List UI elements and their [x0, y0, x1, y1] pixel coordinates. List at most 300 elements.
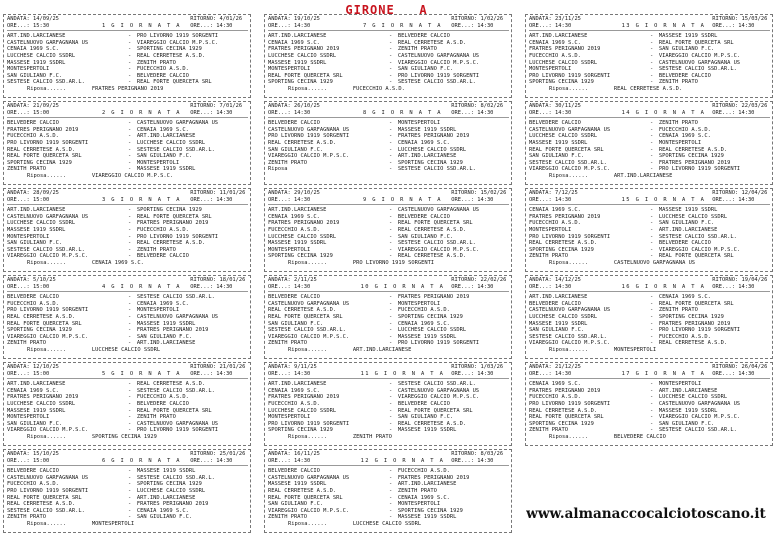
match-dash: -	[650, 333, 654, 340]
spacer	[354, 103, 452, 110]
match-dash: -	[128, 420, 132, 427]
match-dash: -	[650, 59, 654, 66]
match-dash: -	[389, 394, 393, 401]
home-team: ART.IND.LARCIANESE	[529, 33, 588, 40]
match-dash: -	[128, 79, 132, 86]
round-card	[264, 362, 512, 446]
away-team: REAL FORTE QUERCETA SRL	[658, 253, 734, 260]
spacer	[615, 190, 713, 197]
andata-label: ANDATA:	[268, 190, 291, 196]
match-dash: -	[128, 46, 132, 53]
away-team: FRATRES PERIGNANO 2019	[397, 294, 470, 301]
match-dash: -	[389, 501, 393, 508]
match-dash: -	[650, 139, 654, 146]
riposa-team: ZENITH PRATO	[352, 433, 392, 440]
home-team: Riposa	[268, 166, 288, 173]
away-team: VIAREGGIO CALCIO M.P.S.C.	[658, 52, 741, 59]
match-row	[7, 73, 248, 80]
giornata-label: G I O R N A T A	[635, 196, 706, 203]
ritorno-time	[712, 23, 770, 30]
ritorno-value: 1/02/26	[480, 16, 504, 22]
ore-andata-value: 15:00	[32, 109, 50, 116]
away-team: FUCECCHIO A.S.D.	[397, 468, 450, 475]
away-team: REAL FORTE QUERCETA SRL	[658, 300, 734, 307]
spacer	[354, 277, 452, 284]
away-team: MONTESPERTOLI	[136, 307, 180, 314]
andata-time	[529, 284, 615, 291]
round-number: 2	[101, 109, 107, 116]
riposa-gap	[588, 347, 614, 353]
match-dash: -	[128, 153, 132, 160]
away-team: MASSESE 1919 SSDRL	[136, 468, 196, 475]
match-row	[529, 307, 770, 314]
riposa-row	[529, 434, 770, 441]
match-row	[268, 468, 509, 475]
match-row	[268, 253, 509, 260]
riposa-row	[268, 86, 509, 93]
ore-label: ORE...:	[268, 22, 291, 29]
ore-andata-value: 14:30	[293, 283, 311, 290]
match-row	[7, 227, 248, 234]
home-team: REAL FORTE QUERCETA SRL	[7, 153, 82, 160]
ore-label: ORE...:	[529, 109, 552, 116]
riposa-row	[7, 521, 248, 528]
away-team: MONTESPERTOLI	[136, 159, 180, 166]
home-team: BELVEDERE CALCIO	[268, 468, 320, 475]
match-dash: -	[650, 159, 654, 166]
riposa-row	[268, 347, 509, 354]
away-team: CENAIA 1969 S.C.	[397, 320, 450, 327]
ritorno-value: 1/03/26	[480, 364, 504, 370]
match-row	[268, 160, 509, 167]
riposa-gap	[66, 434, 92, 440]
match-dash: -	[128, 120, 132, 127]
away-team: REAL CERRETESE A.S.D.	[397, 226, 467, 233]
andata-label: ANDATA:	[7, 103, 30, 109]
match-row	[268, 294, 509, 301]
match-dash: -	[389, 381, 393, 388]
ore-ritorno-value: 14:30	[738, 283, 755, 290]
match-dash: -	[650, 153, 654, 160]
match-dash: -	[389, 126, 393, 133]
andata-label: ANDATA:	[268, 451, 291, 457]
away-team: ART.IND.LARCIANESE	[136, 340, 196, 347]
home-team: MONTESPERTOLI	[7, 414, 50, 421]
match-row	[268, 73, 509, 80]
giornata-label: G I O R N A T A	[111, 370, 181, 377]
home-team: ART.IND.LARCIANESE	[268, 207, 327, 214]
home-team: FRATRES PERIGNANO 2019	[268, 394, 340, 401]
andata-time	[529, 110, 615, 117]
round-card	[3, 449, 251, 533]
away-team: FUCECCHIO A.S.D.	[397, 307, 450, 314]
andata-time	[268, 197, 354, 204]
riposa-label: Riposa......	[549, 433, 588, 440]
home-team: REAL CERRETESE A.S.D.	[268, 139, 337, 146]
home-team: MONTESPERTOLI	[268, 66, 311, 73]
match-row	[7, 133, 248, 140]
ore-ritorno-value: 14:30	[477, 370, 494, 377]
andata-label: ANDATA:	[529, 16, 552, 22]
andata-date	[529, 190, 615, 197]
ritorno-label: RITORNO:	[190, 451, 217, 457]
giornata-label: G I O R N A T A	[111, 196, 181, 203]
spacer	[615, 277, 713, 284]
riposa-team: ART.IND.LARCIANESE	[613, 172, 673, 179]
match-dash: -	[128, 474, 132, 481]
match-row	[7, 140, 248, 147]
ore-label: ORE...:	[190, 370, 213, 377]
home-team: FRATRES PERIGNANO 2019	[7, 126, 79, 133]
ore-andata-value: 14:30	[554, 283, 572, 290]
giornata-label: G I O R N A T A	[372, 109, 442, 116]
match-dash: -	[389, 487, 393, 494]
andata-time	[268, 458, 354, 465]
ore-ritorno-value: 14:30	[216, 22, 233, 29]
ritorno-value: 15/03/26	[741, 16, 768, 22]
andata-value: 12/10/25	[32, 364, 59, 370]
away-team: SPORTING CECINA 1929	[658, 313, 724, 320]
match-row	[7, 207, 248, 214]
home-team: LUCCHESE CALCIO SSDRL	[7, 400, 76, 407]
ore-andata-value: 15:00	[32, 457, 50, 464]
ritorno-date	[712, 190, 770, 197]
riposa-row	[268, 521, 509, 528]
match-row	[7, 234, 248, 241]
home-team: MONTESPERTOLI	[529, 226, 572, 233]
match-dash: -	[650, 294, 654, 301]
round-number: 14	[621, 109, 631, 116]
ore-label: ORE...:	[451, 22, 474, 29]
andata-date	[529, 277, 615, 284]
home-team: FUCECCHIO A.S.D.	[7, 481, 59, 488]
giornata-title	[354, 197, 452, 204]
match-row	[529, 408, 770, 415]
away-team: BELVEDERE CALCIO	[397, 213, 450, 220]
match-dash: -	[650, 233, 654, 240]
away-team: SESTESE CALCIO SSD.AR.L.	[397, 79, 476, 86]
home-team: VIAREGGIO CALCIO M.P.S.C.	[7, 333, 89, 340]
away-team: BELVEDERE CALCIO	[658, 240, 711, 247]
giornata-label: G I O R N A T A	[374, 457, 445, 464]
header-divider	[529, 204, 770, 205]
away-team: SPORTING CECINA 1929	[136, 481, 202, 488]
round-header-row	[529, 277, 770, 284]
match-row	[529, 153, 770, 160]
match-dash: -	[389, 233, 393, 240]
andata-value: 28/09/25	[32, 190, 59, 196]
match-row	[7, 414, 248, 421]
home-team: VIAREGGIO CALCIO M.P.S.C.	[529, 340, 611, 347]
ore-andata-value: 14:30	[554, 109, 572, 116]
ore-label: ORE...:	[712, 22, 735, 29]
match-dash: -	[128, 220, 132, 227]
riposa-row	[7, 347, 248, 354]
match-dash: -	[128, 213, 132, 220]
ore-ritorno-value: 14:30	[216, 196, 233, 203]
away-team: ZENITH PRATO	[136, 414, 176, 421]
match-row	[268, 147, 509, 154]
andata-value: 14/09/25	[32, 16, 59, 22]
round-time-row	[268, 284, 509, 291]
round-header-row	[529, 190, 770, 197]
andata-date	[268, 277, 354, 284]
away-team: REAL FORTE QUERCETA SRL	[658, 39, 734, 46]
match-row	[268, 408, 509, 415]
ore-label: ORE...:	[451, 370, 474, 377]
home-team: CASTELNUOVO GARFAGNANA US	[529, 307, 611, 314]
andata-date	[7, 103, 93, 110]
round-card	[525, 14, 773, 98]
match-dash: -	[128, 39, 132, 46]
away-team: ZENITH PRATO	[136, 59, 176, 66]
round-time-row	[529, 110, 770, 117]
round-card	[3, 275, 251, 359]
riposa-team: LUCCHESE CALCIO SSDRL	[352, 520, 422, 527]
ore-ritorno-value: 14:30	[216, 457, 233, 464]
round-number: 4	[101, 283, 107, 290]
away-team: PRO LIVORNO 1919 SORGENTI	[658, 166, 741, 173]
andata-label: ANDATA:	[529, 190, 552, 196]
riposa-gap	[66, 347, 92, 353]
home-team: LUCCHESE CALCIO SSDRL	[529, 313, 598, 320]
home-team: SAN GIULIANO F.C.	[529, 153, 585, 160]
match-dash: -	[128, 226, 132, 233]
header-divider	[529, 378, 770, 379]
away-team: PRO LIVORNO 1919 SORGENTI	[136, 233, 219, 240]
match-dash: -	[650, 126, 654, 133]
home-team: MASSESE 1919 SSDRL	[529, 320, 588, 327]
match-row	[529, 140, 770, 147]
match-row	[7, 388, 248, 395]
match-row	[268, 227, 509, 234]
away-team: BELVEDERE CALCIO	[136, 72, 189, 79]
away-team: SAN GIULIANO F.C.	[136, 514, 193, 521]
match-dash: -	[389, 72, 393, 79]
andata-date	[7, 451, 93, 458]
andata-time	[7, 371, 93, 378]
giornata-label: G I O R N A T A	[635, 109, 706, 116]
away-team: ART.IND.LARCIANESE	[658, 387, 718, 394]
match-dash: -	[128, 333, 132, 340]
ore-ritorno-value: 14:30	[477, 22, 494, 29]
ritorno-date	[712, 103, 770, 110]
match-dash: -	[650, 213, 654, 220]
spacer	[615, 364, 713, 371]
match-dash: -	[389, 300, 393, 307]
andata-time	[268, 284, 354, 291]
match-dash: -	[389, 387, 393, 394]
header-divider	[268, 378, 509, 379]
home-team: REAL CERRETESE A.S.D.	[268, 307, 337, 314]
away-team: VIAREGGIO CALCIO M.P.S.C.	[397, 59, 480, 66]
home-team: SPORTING CECINA 1929	[529, 246, 594, 253]
match-row	[7, 408, 248, 415]
away-team: CASTELNUOVO GARFAGNANA US	[658, 59, 741, 66]
andata-value: 7/12/25	[554, 190, 578, 196]
match-dash: -	[128, 146, 132, 153]
match-dash: -	[128, 327, 132, 334]
round-time-row	[7, 110, 248, 117]
match-row	[7, 401, 248, 408]
match-dash: -	[650, 313, 654, 320]
away-team: FUCECCHIO A.S.D.	[136, 394, 189, 401]
match-dash: -	[128, 340, 132, 347]
match-row	[268, 247, 509, 254]
ore-label: ORE...:	[7, 196, 30, 203]
match-dash: -	[389, 207, 393, 214]
home-team: LUCCHESE CALCIO SSDRL	[268, 407, 337, 414]
match-dash: -	[128, 246, 132, 253]
home-team: CENAIA 1969 S.C.	[268, 387, 320, 394]
home-team: FRATRES PERIGNANO 2019	[529, 213, 601, 220]
match-dash: -	[128, 72, 132, 79]
match-dash: -	[389, 468, 393, 475]
round-number: 7	[362, 22, 368, 29]
header-divider	[268, 30, 509, 31]
away-team: REAL FORTE QUERCETA SRL	[136, 213, 212, 220]
match-dash: -	[128, 33, 132, 40]
match-dash: -	[389, 46, 393, 53]
ore-andata-value: 15:30	[32, 22, 50, 29]
match-dash: -	[128, 394, 132, 401]
riposa-gap	[588, 434, 614, 440]
ore-andata-value: 14:30	[554, 22, 572, 29]
round-number: 9	[362, 196, 368, 203]
away-team: CENAIA 1969 S.C.	[397, 139, 450, 146]
home-team: SAN GIULIANO F.C.	[268, 146, 324, 153]
match-dash: -	[128, 52, 132, 59]
andata-date	[529, 364, 615, 371]
match-row	[7, 314, 248, 321]
match-dash: -	[389, 153, 393, 160]
home-team: CENAIA 1969 S.C.	[7, 387, 59, 394]
match-row	[529, 160, 770, 167]
match-dash: -	[389, 139, 393, 146]
giornata-label: G I O R N A T A	[111, 109, 181, 116]
home-team: PRO LIVORNO 1919 SORGENTI	[7, 307, 89, 314]
home-team: CASTELNUOVO GARFAGNANA US	[529, 126, 611, 133]
ore-ritorno-value: 14:30	[738, 109, 755, 116]
round-time-row	[529, 371, 770, 378]
andata-label: ANDATA:	[268, 103, 291, 109]
match-row	[268, 381, 509, 388]
match-row	[529, 381, 770, 388]
andata-value: 30/11/25	[554, 103, 581, 109]
round-time-row	[7, 371, 248, 378]
away-team: SPORTING CECINA 1929	[136, 207, 202, 214]
match-dash: -	[128, 159, 132, 166]
match-row	[7, 501, 248, 508]
match-row	[529, 120, 770, 127]
riposa-team: MONTESPERTOLI	[91, 520, 135, 527]
away-team: ART.IND.LARCIANESE	[397, 481, 457, 488]
giornata-label: G I O R N A T A	[111, 283, 181, 290]
riposa-team: CASTELNUOVO GARFAGNANA US	[613, 259, 696, 266]
match-row	[529, 321, 770, 328]
andata-time	[268, 23, 354, 30]
andata-value: 19/10/25	[293, 16, 320, 22]
match-row	[7, 253, 248, 260]
riposa-gap	[588, 260, 614, 266]
match-dash: -	[650, 253, 654, 260]
match-dash: -	[650, 381, 654, 388]
match-row	[7, 166, 248, 173]
home-team: REAL CERRETESE A.S.D.	[7, 313, 76, 320]
ritorno-label: RITORNO:	[190, 190, 217, 196]
home-team: ART.IND.LARCIANESE	[7, 33, 66, 40]
andata-value: 14/12/25	[554, 277, 581, 283]
away-team: CASTELNUOVO GARFAGNANA US	[397, 207, 480, 214]
ritorno-label: RITORNO:	[712, 190, 739, 196]
andata-date	[7, 364, 93, 371]
match-dash: -	[389, 507, 393, 514]
riposa-label: Riposa......	[549, 172, 588, 179]
away-team: SPORTING CECINA 1929	[658, 153, 724, 160]
match-row	[268, 321, 509, 328]
match-row	[7, 394, 248, 401]
match-row	[7, 301, 248, 308]
match-row	[268, 207, 509, 214]
match-row	[529, 327, 770, 334]
match-row	[529, 301, 770, 308]
match-dash: -	[128, 400, 132, 407]
home-team: REAL FORTE QUERCETA SRL	[529, 146, 604, 153]
match-row	[268, 46, 509, 53]
riposa-label: Riposa......	[288, 346, 327, 353]
match-dash: -	[389, 79, 393, 86]
match-row	[268, 508, 509, 515]
giornata-title	[93, 110, 191, 117]
match-row	[529, 79, 770, 86]
giornata-title	[93, 458, 191, 465]
away-team: PRO LIVORNO 1919 SORGENTI	[397, 72, 480, 79]
match-dash: -	[389, 474, 393, 481]
giornata-title	[93, 371, 191, 378]
riposa-gap	[66, 86, 92, 92]
match-dash: -	[389, 414, 393, 421]
round-time-row	[7, 197, 248, 204]
away-team: REAL FORTE QUERCETA SRL	[136, 79, 212, 86]
ore-ritorno-value: 14:30	[738, 370, 755, 377]
match-row	[7, 40, 248, 47]
match-dash: -	[128, 233, 132, 240]
giornata-title	[354, 458, 452, 465]
riposa-label: Riposa......	[27, 85, 66, 92]
round-number: 15	[621, 196, 631, 203]
away-team: REAL CERRETESE A.S.D.	[136, 381, 206, 388]
away-team: ART.IND.LARCIANESE	[136, 133, 196, 140]
andata-date	[7, 16, 93, 23]
match-row	[268, 140, 509, 147]
round-number: 16	[621, 283, 631, 290]
ritorno-label: RITORNO:	[712, 16, 739, 22]
away-team: FRATRES PERIGNANO 2019	[658, 159, 731, 166]
round-header-row	[268, 451, 509, 458]
andata-label: ANDATA:	[7, 190, 30, 196]
match-dash: -	[128, 468, 132, 475]
ore-andata-value: 14:30	[293, 370, 311, 377]
giornata-title	[93, 197, 191, 204]
round-time-row	[7, 23, 248, 30]
riposa-gap	[66, 521, 92, 527]
away-team: BELVEDERE CALCIO	[136, 400, 189, 407]
match-row	[268, 53, 509, 60]
match-dash: -	[128, 139, 132, 146]
match-dash: -	[389, 253, 393, 260]
ritorno-time	[712, 110, 770, 117]
ritorno-value: 12/04/26	[741, 190, 768, 196]
